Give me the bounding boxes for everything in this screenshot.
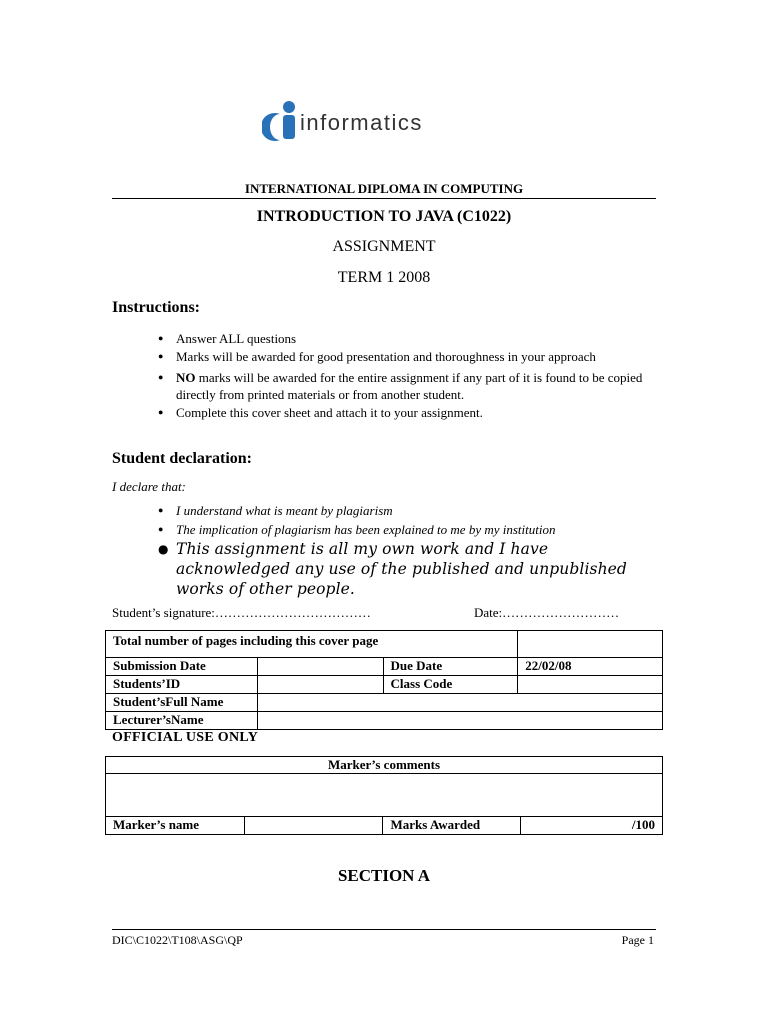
students-id-label: Students’ID — [106, 676, 258, 694]
informatics-logo-icon — [262, 100, 302, 142]
students-id-value — [257, 676, 383, 694]
instruction-item: ● NO marks will be awarded for the entire assignment if any part of it is found to be copied directly from printed materials or from another student. — [158, 369, 648, 403]
total-pages-label: Total number of pages including this cover page — [106, 631, 518, 658]
logo-wordmark: informatics — [300, 110, 423, 135]
full-name-label: Student’sFull Name — [106, 694, 258, 712]
marks-awarded-label: Marks Awarded — [383, 817, 521, 835]
no-emphasis: NO — [176, 370, 196, 385]
marker-name-label: Marker’s name — [106, 817, 245, 835]
page-number: Page 1 — [621, 933, 654, 947]
instruction-item: ● Marks will be awarded for good presentation and thoroughness in your approach — [158, 348, 648, 365]
total-pages-value — [518, 631, 663, 658]
section-title: SECTION A — [337, 866, 431, 885]
markers-comments-box — [106, 774, 663, 817]
informatics-logo — [262, 100, 512, 142]
submission-date-value — [257, 658, 383, 676]
markers-comments-label: Marker’s comments — [106, 757, 663, 774]
marks-value: /100 — [521, 817, 663, 835]
full-name-value — [257, 694, 662, 712]
submission-details-table — [105, 630, 663, 730]
declaration-list — [158, 501, 643, 599]
document-code: DIC\C1022\T108\ASG\QP — [112, 933, 243, 947]
declaration-heading: Student declaration: — [112, 450, 252, 467]
declaration-item: ● The implication of plagiarism has been explained to me by my institution — [158, 520, 643, 539]
submission-date-label: Submission Date — [106, 658, 258, 676]
lecturer-value — [257, 712, 662, 730]
instruction-item: ● Answer ALL questions — [158, 330, 648, 347]
diploma-title: INTERNATIONAL DIPLOMA IN COMPUTING — [244, 181, 524, 196]
class-code-label: Class Code — [383, 676, 518, 694]
term-label: TERM 1 2008 — [337, 269, 431, 286]
marker-table — [105, 756, 663, 835]
signature-field: Student’s signature:……………………………… — [112, 605, 371, 620]
header-divider — [112, 198, 656, 199]
declaration-item: ● This assignment is all my own work and I have acknowledged any use of the published and unpublished works of other people. — [158, 539, 643, 599]
class-code-value — [518, 676, 663, 694]
due-date-value: 22/02/08 — [518, 658, 663, 676]
due-date-label: Due Date — [383, 658, 518, 676]
course-title: INTRODUCTION TO JAVA (C1022) — [256, 208, 512, 225]
date-field: Date:……………………… — [474, 605, 620, 620]
declaration-intro: I declare that: — [112, 479, 186, 494]
footer-divider — [112, 929, 656, 930]
official-use-label: OFFICIAL USE ONLY — [112, 730, 259, 745]
marker-name-value — [244, 817, 383, 835]
lecturer-label: Lecturer’sName — [106, 712, 258, 730]
document-type: ASSIGNMENT — [332, 238, 436, 255]
declaration-item: ● I understand what is meant by plagiarism — [158, 501, 643, 520]
instructions-list — [158, 330, 648, 421]
instruction-item: ● Complete this cover sheet and attach it to your assignment. — [158, 404, 648, 421]
instructions-heading: Instructions: — [112, 299, 201, 316]
